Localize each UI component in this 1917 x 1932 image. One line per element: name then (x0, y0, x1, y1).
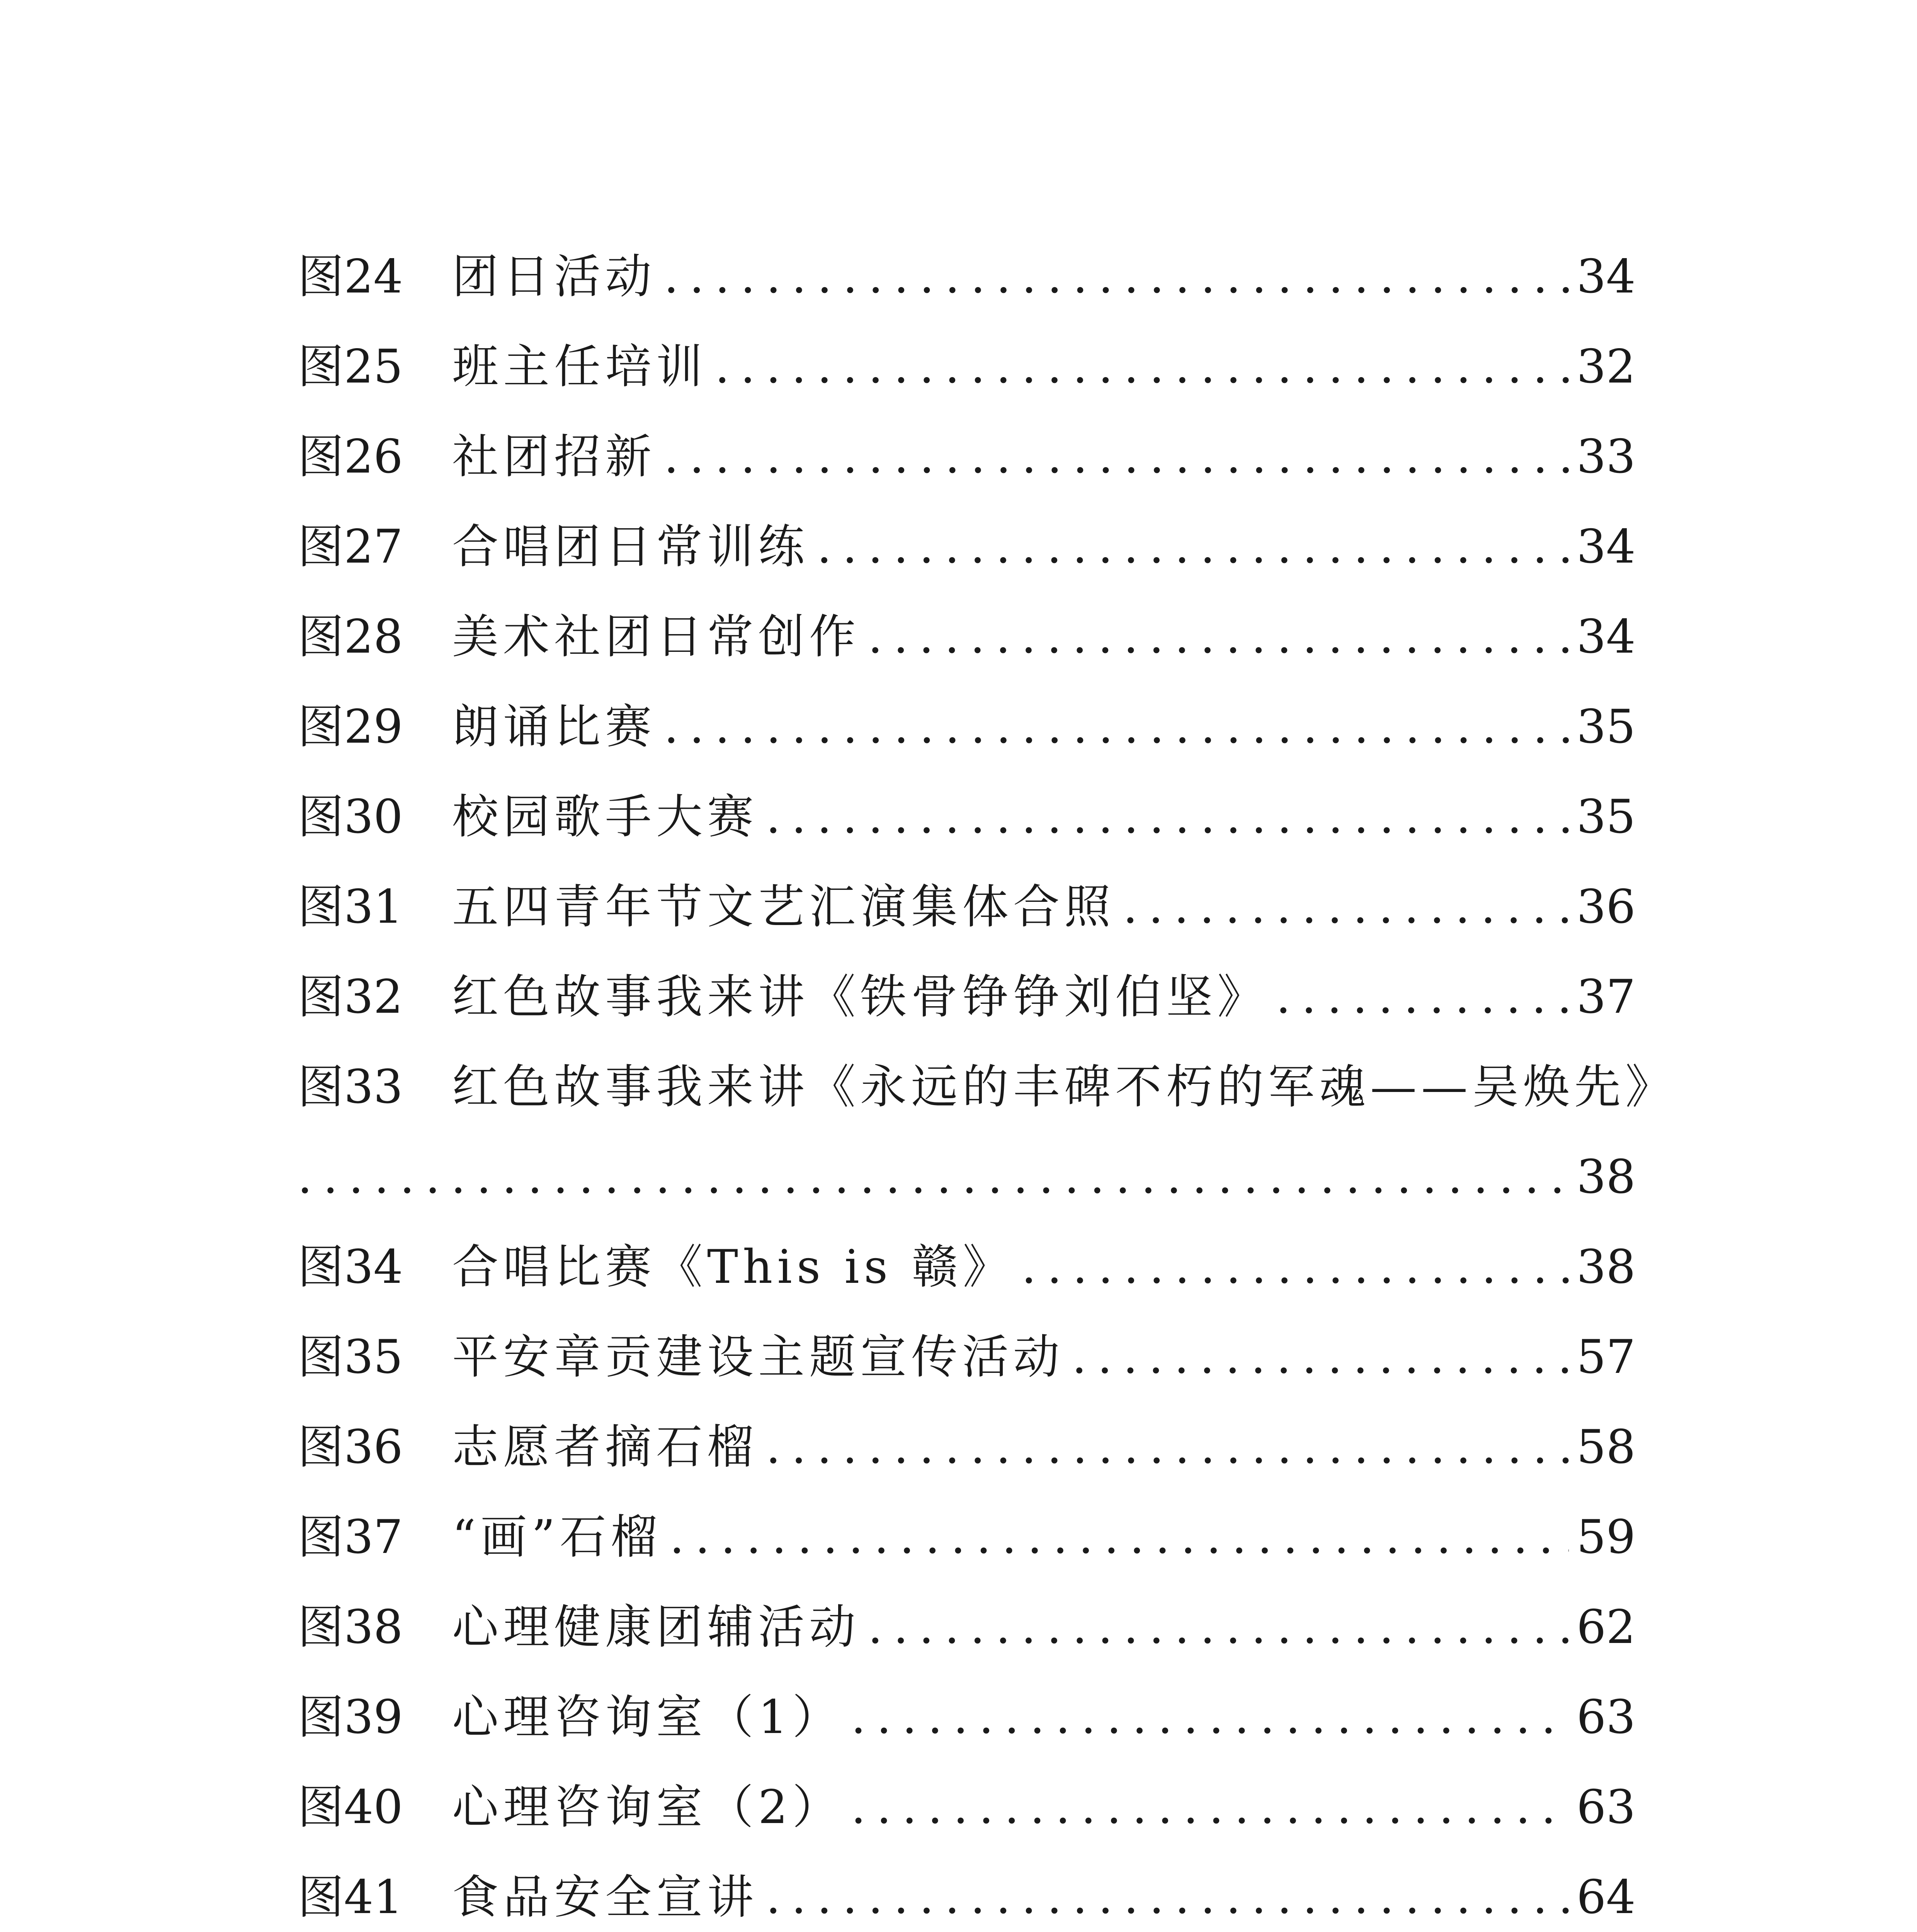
toc-entry[interactable] (298, 1582, 1635, 1672)
figure-number: 图40 (298, 1780, 403, 1834)
page-reference: 35 (1577, 700, 1636, 754)
figure-title: “画”石榴 (452, 1510, 662, 1564)
toc-entry[interactable] (298, 682, 1635, 772)
dot-leader (1022, 1244, 1569, 1291)
page-reference: 62 (1577, 1600, 1636, 1654)
toc-entry[interactable] (298, 862, 1635, 952)
figure-title: 社团招新 (452, 430, 656, 484)
toc-entry[interactable] (298, 952, 1635, 1042)
dot-leader (664, 704, 1569, 750)
toc-entry[interactable] (298, 412, 1635, 502)
figure-number: 图36 (298, 1420, 403, 1474)
figure-title: 五四青年节文艺汇演集体合照 (452, 880, 1115, 934)
dot-leader (1072, 1334, 1569, 1381)
toc-entry-continuation[interactable] (298, 1132, 1635, 1222)
page-reference: 32 (1577, 340, 1636, 394)
page-reference: 34 (1577, 250, 1636, 304)
page-reference: 63 (1577, 1690, 1636, 1744)
page-reference: 57 (1577, 1330, 1636, 1384)
figure-number: 图38 (298, 1600, 403, 1654)
dot-leader (817, 524, 1569, 570)
figure-number: 图39 (298, 1690, 403, 1744)
figure-title: 红色故事我来讲《铁骨铮铮刘伯坚》 (452, 970, 1268, 1024)
toc-entry[interactable] (298, 502, 1635, 592)
dot-leader (851, 1694, 1569, 1741)
figure-title: 心理咨询室（2） (452, 1780, 844, 1834)
toc-entry[interactable] (298, 322, 1635, 412)
figure-number: 图34 (298, 1240, 403, 1294)
dot-leader (298, 1154, 1569, 1201)
dot-leader (670, 1514, 1569, 1561)
toc-entry[interactable] (298, 1492, 1635, 1582)
dot-leader (868, 1604, 1569, 1651)
toc-entry[interactable] (298, 592, 1635, 682)
page-reference: 58 (1577, 1420, 1636, 1474)
figure-title: 食品安全宣讲 (452, 1870, 758, 1924)
page-reference: 35 (1577, 790, 1636, 844)
toc-entry[interactable] (298, 1762, 1635, 1852)
figure-title: 校园歌手大赛 (452, 790, 758, 844)
toc-entry[interactable] (298, 1222, 1635, 1312)
figure-number: 图30 (298, 790, 403, 844)
dot-leader (766, 1874, 1569, 1921)
page-reference: 59 (1577, 1510, 1636, 1564)
page-reference: 34 (1577, 520, 1636, 574)
figure-number: 图25 (298, 340, 403, 394)
figure-number: 图29 (298, 700, 403, 754)
figure-title: 班主任培训 (452, 340, 707, 394)
figure-number: 图41 (298, 1870, 403, 1924)
toc-entry[interactable] (298, 232, 1635, 322)
figure-number: 图32 (298, 970, 403, 1024)
figure-title: 美术社团日常创作 (452, 610, 860, 664)
dot-leader (1123, 884, 1569, 930)
dot-leader (851, 1784, 1569, 1831)
dot-leader (715, 344, 1569, 390)
dot-leader (664, 254, 1569, 300)
figure-title: 团日活动 (452, 250, 656, 304)
toc-entry[interactable] (298, 1402, 1635, 1492)
figure-title: 志愿者摘石榴 (452, 1420, 758, 1474)
figure-number: 图35 (298, 1330, 403, 1384)
toc-entry[interactable] (298, 1042, 1676, 1132)
toc-entry[interactable] (298, 772, 1635, 862)
toc-entry[interactable] (298, 1852, 1635, 1932)
dot-leader (664, 434, 1569, 480)
figure-title: 心理咨询室（1） (452, 1690, 844, 1744)
figure-number: 图27 (298, 520, 403, 574)
page-reference: 63 (1577, 1780, 1636, 1834)
figure-number: 图26 (298, 430, 403, 484)
page-reference: 64 (1577, 1870, 1636, 1924)
figure-title: 心理健康团辅活动 (452, 1600, 860, 1654)
page-reference: 33 (1577, 430, 1636, 484)
dot-leader (868, 614, 1569, 660)
page-reference: 36 (1577, 880, 1636, 934)
figure-number: 图24 (298, 250, 403, 304)
figure-title: 平安章贡建设主题宣传活动 (452, 1330, 1064, 1384)
toc-entry[interactable] (298, 1312, 1635, 1402)
figure-number: 图33 (298, 1060, 403, 1114)
figure-number: 图37 (298, 1510, 403, 1564)
figure-title: 红色故事我来讲《永远的丰碑不朽的军魂——吴焕先》 (452, 1060, 1676, 1114)
dot-leader (766, 1424, 1569, 1471)
figure-title: 合唱团日常训练 (452, 520, 809, 574)
figure-number: 图28 (298, 610, 403, 664)
toc-entry[interactable] (298, 1672, 1635, 1762)
page-reference: 34 (1577, 610, 1636, 664)
figure-title: 朗诵比赛 (452, 700, 656, 754)
dot-leader (1276, 974, 1569, 1020)
page-reference: 38 (1577, 1240, 1636, 1294)
figure-title: 合唱比赛《This is 赣》 (452, 1240, 1014, 1294)
dot-leader (766, 794, 1569, 840)
figure-list (298, 232, 1676, 1932)
page-reference: 37 (1577, 970, 1636, 1024)
page-reference: 38 (1577, 1150, 1636, 1204)
figure-number: 图31 (298, 880, 403, 934)
